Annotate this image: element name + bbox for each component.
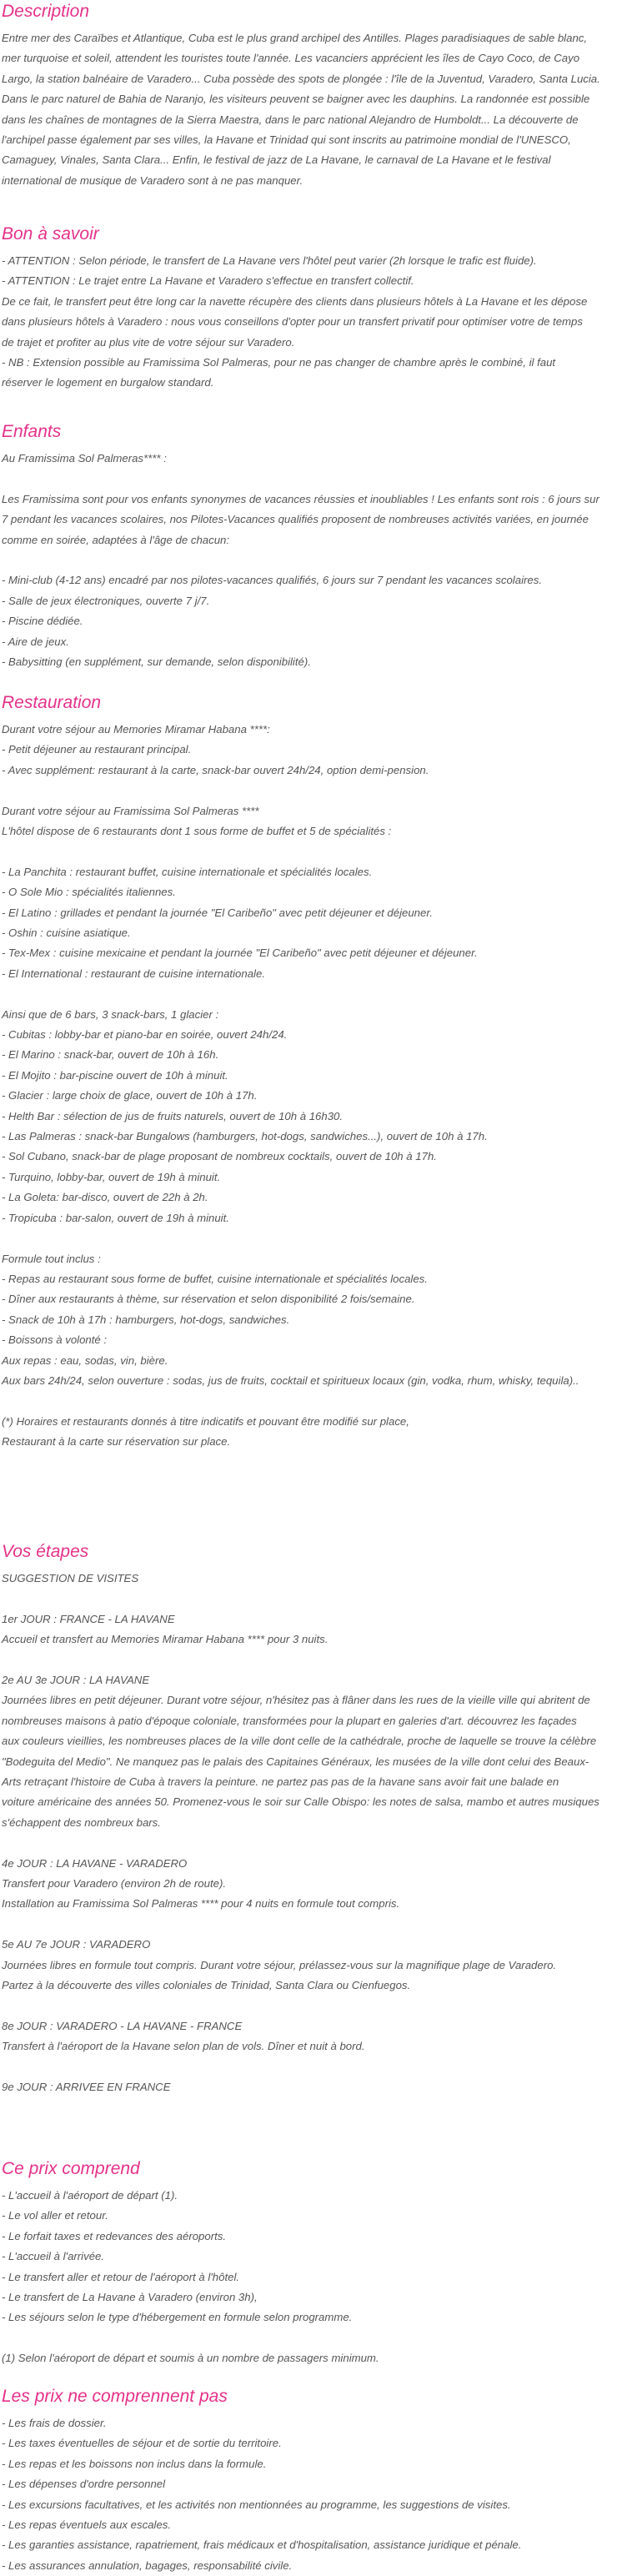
text-line: mer turquoise et soleil, attendent les touristes toute l'année. Les vacanciers apprécient les îles de Cayo Coco, de Cayo [2, 52, 580, 65]
section-title-enfants: Enfants [2, 422, 62, 441]
text-line: de trajet et profiter au plus vite de votre séjour sur Varadero. [2, 335, 295, 349]
section-title-ce-prix-comprend: Ce prix comprend [2, 2159, 140, 2178]
text-line: - Le transfert de La Havane à Varadero (environ 3h), [2, 2291, 258, 2304]
text-line: 2e AU 3e JOUR : LA HAVANE [2, 1674, 150, 1686]
text-line: Formule tout inclus : [2, 1252, 101, 1265]
text-line: international de musique de Varadero sont à ne pas manquer. [2, 173, 303, 187]
section-content-vos-etapes [2, 1564, 630, 2097]
text-line: - Les assurances annulation, bagages, responsabilité civile. [2, 2558, 293, 2572]
text-line: - Snack de 10h à 17h : hamburgers, hot-dogs, sandwiches. [2, 1313, 290, 1326]
text-line: - L'accueil à l'aéroport de départ (1). [2, 2189, 178, 2202]
section-vos-etapes [2, 1539, 630, 2156]
text-line: - Boissons à volonté : [2, 1333, 108, 1347]
text-line: - El Mojito : bar-piscine ouvert de 10h à minuit. [2, 1068, 228, 1082]
text-line: comme en soirée, adaptées à l'âge de chacun: [2, 533, 230, 546]
blank-line [2, 1996, 630, 2016]
text-line: - Tropicuba : bar-salon, ouvert de 19h à minuit. [2, 1211, 229, 1224]
text-line: dans les chaînes de montagnes de la Sierra Maestra, dans le parc national Alejandro de Humboldt... La découverte de [2, 113, 579, 126]
blank-line [2, 2328, 630, 2348]
section-bon-a-savoir [2, 221, 630, 419]
text-line: - Les taxes éventuelles de séjour et de sortie du territoire. [2, 2437, 282, 2450]
text-line: - Le transfert aller et retour de l'aéroport à l'hôtel. [2, 2270, 240, 2283]
text-line: Durant votre séjour au Framissima Sol Palmeras **** [2, 804, 259, 817]
text-line: - Glacier : large choix de glace, ouvert de 10h à 17h. [2, 1089, 258, 1102]
section-title-vos-etapes: Vos étapes [2, 1542, 89, 1561]
section-title-restauration: Restauration [2, 693, 102, 712]
text-line: Installation au Framissima Sol Palmeras **** pour 4 nuits en formule tout compris. [2, 1897, 400, 1911]
text-line: 7 pendant les vacances scolaires, nos Pilotes-Vacances qualifiés proposent de nombreuses activités variées, en journée [2, 513, 589, 526]
text-line: Aux bars 24h/24, selon ouverture : sodas, jus de fruits, cocktail et spiritueux locaux (gin, vodka, rhum, whisky, tequila).. [2, 1373, 579, 1387]
text-line: Les Framissima sont pour vos enfants synonymes de vacances réussies et inoubliables ! Les enfants sont rois : 6 jours sur [2, 492, 599, 505]
text-line: L'hôtel dispose de 6 restaurants dont 1 sous forme de buffet et 5 de spécialités : [2, 825, 392, 838]
text-line: Transfert pour Varadero (environ 2h de route). [2, 1877, 227, 1891]
section-title-description: Description [2, 2, 90, 21]
blank-line [2, 781, 630, 801]
blank-line [2, 1589, 630, 1609]
text-line: - Les excursions facultatives, et les activités non mentionnées au programme, les suggestions de visites. [2, 2498, 511, 2511]
text-line: SUGGESTION DE VISITES [2, 1572, 139, 1584]
text-line: Journées libres en petit déjeuner. Durant votre séjour, n'hésitez pas à flâner dans les rues de la vieille ville qui abritent de [2, 1694, 590, 1707]
section-content-ne-comprennent-pas [2, 2408, 630, 2576]
section-content-ce-prix-comprend [2, 2181, 630, 2369]
text-line: - El International : restaurant de cuisine internationale. [2, 967, 265, 980]
text-line: - Piscine dédiée. [2, 615, 83, 628]
text-line: - O Sole Mio : spécialités italiennes. [2, 886, 176, 899]
blank-line [2, 1650, 630, 1670]
text-line: réserver le logement en burgalow standard. [2, 376, 214, 389]
blank-line [2, 1833, 630, 1853]
text-line: - Sol Cubano, snack-bar de plage proposant de nombreux cocktails, ouvert de 10h à 17h. [2, 1150, 437, 1163]
text-line: l'archipel passe également par ses villes, la Havane et Trinidad qui sont inscrits au patrimoine mondial de l'UNESCO, [2, 133, 571, 147]
text-line: 5e AU 7e JOUR : VARADERO [2, 1938, 151, 1951]
text-line: - Tex-Mex : cuisine mexicaine et pendant la journée "El Caribeño" avec petit déjeuner et déjeuner. [2, 947, 478, 960]
text-line: - La Panchita : restaurant buffet, cuisine internationale et spécialités locales. [2, 865, 373, 878]
blank-line [2, 550, 630, 570]
text-line: - Cubitas : lobby-bar et piano-bar en soirée, ouvert 24h/24. [2, 1028, 288, 1042]
section-content-enfants [2, 444, 630, 672]
blank-line [2, 469, 630, 489]
text-line: - Le forfait taxes et redevances des aéroports. [2, 2229, 227, 2242]
text-line: - Les dépenses d'ordre personnel [2, 2478, 166, 2491]
text-line: - Les frais de dossier. [2, 2417, 107, 2429]
text-line: - Dîner aux restaurants à thème, sur réservation et selon disponibilité 2 fois/semaine. [2, 1293, 415, 1306]
text-line: - Aire de jeux. [2, 635, 69, 648]
text-line: - Oshin : cuisine asiatique. [2, 926, 131, 940]
text-line: - Le vol aller et retour. [2, 2209, 108, 2222]
text-line: - El Latino : grillades et pendant la journée "El Caribeño" avec petit déjeuner et déjeuner. [2, 906, 433, 919]
blank-line [2, 1915, 630, 1935]
text-line: - Les séjours selon le type d'hébergement en formule selon programme. [2, 2311, 353, 2324]
section-ne-comprennent-pas [2, 2383, 630, 2572]
text-line: aux couleurs vieillies, les nombreuses places de la ville dont celle de la cathédrale, proche de laquelle se trouve la célèbre [2, 1735, 597, 1748]
blank-line [2, 984, 630, 1004]
section-title-ne-comprennent-pas: Les prix ne comprennent pas [2, 2387, 228, 2406]
text-line: - Turquino, lobby-bar, ouvert de 19h à minuit. [2, 1170, 221, 1183]
text-line: Transfert à l'aéroport de la Havane selon plan de vols. Dîner et nuit à bord. [2, 2040, 365, 2053]
text-line: Camaguey, Vinales, Santa Clara... Enfin, le festival de jazz de La Havane, le carnaval de La Havane et le festival [2, 153, 551, 167]
text-line: Journées libres en formule tout compris. Durant votre séjour, prélassez-vous sur la magnifique plage de Varadero. [2, 1958, 557, 1971]
text-line: Au Framissima Sol Palmeras**** : [2, 452, 167, 464]
text-line: - Las Palmeras : snack-bar Bungalows (hamburgers, hot-dogs, sandwiches...), ouvert de 10h à 17h. [2, 1130, 488, 1143]
blank-line [2, 1391, 630, 1411]
text-line: - Helth Bar : sélection de jus de fruits naturels, ouvert de 10h à 16h30. [2, 1109, 344, 1122]
section-content-restauration [2, 715, 630, 1453]
text-line: dans plusieurs hôtels à Varadero : nous vous conseillons d'opter pour un transfert privatif pour optimiser votre de temps [2, 315, 583, 329]
text-line: nombreuses maisons à patio d'époque coloniale, transformées pour la plupart en galeries d'art. découvrez les façades [2, 1714, 577, 1727]
text-line: Arts retraçant l'histoire de Cuba à travers la peinture. ne partez pas pas de la havane sans avoir fait une balade en [2, 1775, 559, 1789]
text-line: - L'accueil à l'arrivée. [2, 2250, 105, 2263]
section-enfants [2, 419, 630, 690]
text-line: - Les repas et les boissons non inclus dans la formule. [2, 2457, 267, 2470]
text-line: Accueil et transfert au Memories Miramar Habana **** pour 3 nuits. [2, 1633, 329, 1646]
text-line: - Petit déjeuner au restaurant principal. [2, 743, 192, 756]
text-line: - Les garanties assistance, rapatriement, frais médicaux et d'hospitalisation, assistance juridique et pénale. [2, 2538, 522, 2552]
text-line: - La Goleta: bar-disco, ouvert de 22h à 2h. [2, 1191, 208, 1204]
blank-line [2, 841, 630, 861]
text-line: Entre mer des Caraïbes et Atlantique, Cuba est le plus grand archipel des Antilles. Plages paradisiaques de sable blanc, [2, 32, 588, 44]
text-line: Restaurant à la carte sur réservation sur place. [2, 1435, 231, 1449]
text-line: Dans le parc naturel de Bahia de Naranjo, les visiteurs peuvent se baigner avec les dauphins. La randonnée est possible [2, 93, 590, 106]
text-line: De ce fait, le transfert peut être long car la navette récupère des clients dans plusieurs hôtels à La Havane et les dépose [2, 294, 588, 308]
text-line: 9e JOUR : ARRIVEE EN FRANCE [2, 2081, 171, 2094]
text-line: - El Marino : snack-bar, ouvert de 10h à 16h. [2, 1048, 219, 1062]
text-line: "Bodeguita del Medio". Ne manquez pas le palais des Capitaines Généraux, les musées de la ville dont celui des Beaux- [2, 1755, 589, 1768]
text-line: - Les repas éventuels aux escales. [2, 2518, 172, 2532]
text-line: (*) Horaires et restaurants donnés à titre indicatifs et pouvant être modifié sur place, [2, 1414, 409, 1428]
section-content-description [2, 23, 630, 191]
section-ce-prix-comprend [2, 2156, 630, 2383]
blank-line [2, 2057, 630, 2077]
section-title-bon-a-savoir: Bon à savoir [2, 224, 99, 244]
text-line: Aux repas : eau, sodas, vin, bière. [2, 1353, 168, 1367]
section-description [2, 0, 630, 221]
text-line: - Repas au restaurant sous forme de buffet, cuisine internationale et spécialités locales. [2, 1272, 428, 1285]
text-line: - Salle de jeux électroniques, ouverte 7 j/7. [2, 594, 210, 607]
text-line: Ainsi que de 6 bars, 3 snack-bars, 1 glacier : [2, 1007, 219, 1021]
section-restauration [2, 690, 630, 1539]
text-line: 1er JOUR : FRANCE - LA HAVANE [2, 1612, 175, 1625]
text-line: 4e JOUR : LA HAVANE - VARADERO [2, 1856, 188, 1870]
text-line: - Babysitting (en supplément, sur demande, selon disponibilité). [2, 655, 311, 669]
text-line: (1) Selon l'aéroport de départ et soumis à un nombre de passagers minimum. [2, 2352, 379, 2365]
text-line: 8e JOUR : VARADERO - LA HAVANE - FRANCE [2, 2019, 243, 2032]
text-line: - ATTENTION : Le trajet entre La Havane et Varadero s'effectue en transfert collectif. [2, 274, 414, 288]
blank-line [2, 1228, 630, 1248]
text-line: Largo, la station balnéaire de Varadero... Cuba possède des spots de plongée : l'île de la Juventud, Varadero, Santa Lucia. [2, 72, 600, 85]
text-line: Durant votre séjour au Memories Miramar Habana ****: [2, 723, 270, 736]
text-line: - ATTENTION : Selon période, le transfert de La Havane vers l'hôtel peut varier (2h lorsque le trafic est fluide). [2, 254, 537, 267]
text-line: - NB : Extension possible au Framissima Sol Palmeras, pour ne pas changer de chambre après le combiné, il faut [2, 356, 556, 369]
section-content-bon-a-savoir [2, 246, 630, 394]
text-line: - Avec supplément: restaurant à la carte, snack-bar ouvert 24h/24, option demi-pension. [2, 763, 429, 776]
text-line: - Mini-club (4-12 ans) encadré par nos pilotes-vacances qualifiés, 6 jours sur 7 pendant les vacances scolaires. [2, 574, 542, 587]
text-line: Partez à la découverte des villes coloniales de Trinidad, Santa Clara ou Cienfuegos. [2, 1979, 411, 1992]
text-line: voiture américaine des années 50. Promenez-vous le soir sur Calle Obispo: les notes de salsa, mambo et autres musiques [2, 1795, 599, 1809]
text-line: s'échappent des nombreux bars. [2, 1815, 161, 1829]
